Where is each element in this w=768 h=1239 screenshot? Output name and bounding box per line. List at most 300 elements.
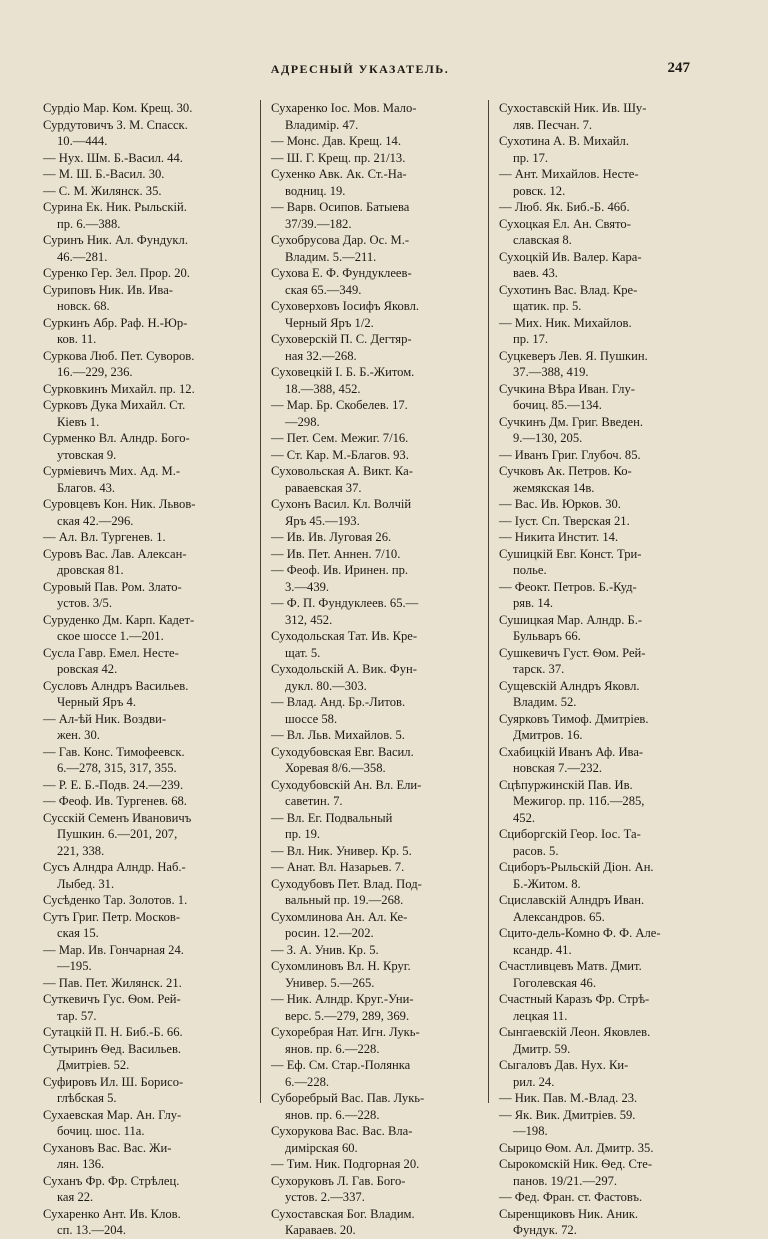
entry-line: Суровъ Вас. Лав. Алексан- bbox=[43, 546, 187, 561]
entry-continuation: ровск. 12. bbox=[513, 183, 566, 198]
entry-continuation: рил. 24. bbox=[513, 1074, 555, 1089]
entry-continuation: пр. 17. bbox=[513, 332, 549, 346]
directory-entry bbox=[43, 1173, 246, 1206]
entry-continuation: новская 7.—232. bbox=[513, 761, 603, 775]
directory-entry bbox=[43, 777, 246, 794]
entry-line: — Вл. Ег. Подвальный bbox=[271, 810, 393, 825]
entry-line: — Іуст. Сп. Тверская 21. bbox=[499, 513, 630, 528]
entry-continuation: Межигор. пр. 11б.—285, bbox=[513, 794, 645, 808]
entry-line: — Фед. Фран. ст. Фастовъ. bbox=[499, 1190, 643, 1204]
entry-continuation: тар. 57. bbox=[57, 1008, 97, 1023]
entry-continuation: Владим. 52. bbox=[513, 695, 577, 709]
entry-line: — Ник. Пав. М.-Влад. 23. bbox=[499, 1091, 638, 1105]
directory-entry bbox=[499, 315, 702, 348]
directory-entry bbox=[43, 348, 246, 381]
entry-line: Суринъ Ник. Ал. Фундукл. bbox=[43, 233, 188, 247]
entry-continuation: устов. 2.—337. bbox=[285, 1190, 365, 1204]
entry-line: — Никита Инстит. 14. bbox=[499, 530, 619, 544]
entry-continuation: жен. 30. bbox=[57, 728, 100, 742]
directory-entry bbox=[43, 810, 246, 860]
directory-entry bbox=[499, 496, 702, 513]
entry-line: — Як. Вик. Дмитріев. 59. bbox=[499, 1107, 636, 1122]
directory-entry bbox=[271, 529, 474, 546]
entry-continuation: Владим. 5.—211. bbox=[285, 249, 377, 264]
directory-entry bbox=[499, 579, 702, 612]
entry-line: Счастливцевъ Матв. Дмит. bbox=[499, 959, 642, 973]
entry-continuation: ляв. Песчан. 7. bbox=[513, 117, 593, 132]
entry-line: — Ал. Вл. Тургенев. 1. bbox=[43, 530, 166, 544]
directory-entry bbox=[43, 1024, 246, 1041]
directory-entry bbox=[271, 876, 474, 909]
directory-entry bbox=[499, 859, 702, 892]
entry-line: Суркова Люб. Пет. Суворов. bbox=[43, 348, 195, 363]
entry-line: Суркинъ Абр. Раф. Н.-Юр- bbox=[43, 315, 188, 330]
entry-continuation: —195. bbox=[57, 959, 92, 973]
entry-continuation: —298. bbox=[285, 414, 320, 429]
directory-entry bbox=[499, 216, 702, 249]
directory-entry bbox=[271, 694, 474, 727]
entry-line: Сурковъ Дука Михайл. Ст. bbox=[43, 398, 186, 412]
entry-line: Сухоставскій Ник. Ив. Шу- bbox=[499, 101, 647, 115]
directory-entry bbox=[499, 282, 702, 315]
entry-line: Сухановъ Вас. Вас. Жи- bbox=[43, 1140, 172, 1155]
directory-entry bbox=[499, 529, 702, 546]
entry-continuation: 452. bbox=[513, 810, 536, 825]
directory-entry bbox=[499, 744, 702, 777]
directory-entry bbox=[43, 942, 246, 975]
directory-entry bbox=[43, 232, 246, 265]
entry-line: Сцѣпуржинскій Пав. Ив. bbox=[499, 777, 633, 792]
directory-entry bbox=[499, 645, 702, 678]
entry-line: Сциборгскій Геор. Іос. Та- bbox=[499, 827, 641, 841]
entry-line: Суренко Гер. Зел. Прор. 20. bbox=[43, 266, 190, 280]
directory-entry bbox=[43, 282, 246, 315]
directory-entry bbox=[271, 777, 474, 810]
entry-continuation: шоссе 58. bbox=[285, 711, 338, 726]
entry-line: Сутацкій П. Н. Биб.-Б. 66. bbox=[43, 1025, 183, 1039]
entry-line: — Пав. Пет. Жилянск. 21. bbox=[43, 975, 182, 990]
entry-continuation: вальный пр. 19.—268. bbox=[285, 893, 404, 907]
directory-entry bbox=[271, 166, 474, 199]
entry-line: Сыренщиковъ Ник. Аник. bbox=[499, 1206, 639, 1221]
directory-entry bbox=[43, 463, 246, 496]
entry-continuation: Универ. 5.—265. bbox=[285, 975, 375, 990]
entry-continuation: утовская 9. bbox=[57, 447, 117, 462]
entry-continuation: ское шоссе 1.—201. bbox=[57, 629, 164, 643]
entry-line: Сушицкій Евг. Конст. Три- bbox=[499, 546, 642, 561]
entry-line: — Ник. Алндр. Круг.-Уни- bbox=[271, 992, 414, 1006]
entry-line: Суходубовскій Ан. Вл. Ели- bbox=[271, 777, 422, 792]
entry-continuation: росин. 12.—202. bbox=[285, 926, 374, 940]
entry-line: Сутъ Григ. Петр. Москов- bbox=[43, 909, 181, 924]
entry-line: Сциборъ-Рыльскій Діон. Ан. bbox=[499, 860, 654, 874]
entry-line: Сушкевичъ Густ. Ѳом. Рей- bbox=[499, 645, 646, 660]
entry-line: Сучкинъ Дм. Григ. Введен. bbox=[499, 414, 643, 429]
directory-entry bbox=[271, 199, 474, 232]
entry-continuation: водниц. 19. bbox=[285, 183, 346, 198]
entry-line: — Ант. Михайлов. Несте- bbox=[499, 167, 639, 181]
entry-line: — З. А. Унив. Кр. 5. bbox=[271, 942, 379, 957]
entry-continuation: ксандр. 41. bbox=[513, 942, 572, 957]
entry-continuation: 312, 452. bbox=[285, 612, 333, 627]
entry-continuation: Пушкин. 6.—201, 207, bbox=[57, 827, 178, 841]
directory-entry bbox=[499, 463, 702, 496]
column-divider bbox=[488, 100, 489, 1103]
entry-line: Суярковъ Тимоф. Дмитріев. bbox=[499, 711, 649, 726]
directory-entry bbox=[499, 1189, 702, 1206]
directory-entry bbox=[499, 546, 702, 579]
entry-continuation: бочиц. 85.—134. bbox=[513, 398, 602, 412]
entry-line: Сухаренко Іос. Мов. Мало- bbox=[271, 101, 417, 115]
entry-line: Суходольскій А. Вик. Фун- bbox=[271, 662, 417, 676]
page-number: 247 bbox=[667, 60, 690, 76]
entry-continuation: ная 32.—268. bbox=[285, 348, 357, 363]
directory-entry bbox=[271, 447, 474, 464]
entry-line: Суровцевъ Кон. Ник. Львов- bbox=[43, 497, 196, 511]
entry-line: Суховецкій І. Б. Б.-Житом. bbox=[271, 365, 415, 379]
directory-entry bbox=[43, 117, 246, 150]
entry-line: Сциславскій Алндръ Иван. bbox=[499, 893, 645, 907]
directory-entry bbox=[271, 843, 474, 860]
entry-line: Сурина Ек. Ник. Рыльскій. bbox=[43, 200, 187, 214]
entry-continuation: 46.—281. bbox=[57, 249, 108, 264]
entry-line: Схабицкій Иванъ Аф. Ива- bbox=[499, 744, 644, 759]
entry-line: Сцито-дель-Комно Ф. Ф. Але- bbox=[499, 926, 661, 940]
entry-continuation: ряв. 14. bbox=[513, 596, 554, 610]
entry-continuation: сп. 13.—204. bbox=[57, 1223, 127, 1237]
directory-entry bbox=[271, 1024, 474, 1057]
entry-continuation: Владимір. 47. bbox=[285, 117, 359, 132]
entry-line: Суруденко Дм. Карп. Кадет- bbox=[43, 612, 195, 627]
entry-line: — Ив. Пет. Аннен. 7/10. bbox=[271, 546, 401, 561]
directory-entry bbox=[43, 150, 246, 167]
entry-continuation: Дмитріев. 52. bbox=[57, 1058, 130, 1072]
page-header-title: АДРЕСНЫЙ УКАЗАТЕЛЬ. bbox=[270, 62, 450, 76]
entry-continuation: тарск. 37. bbox=[513, 662, 565, 676]
directory-entry bbox=[43, 744, 246, 777]
column-3 bbox=[499, 100, 702, 1239]
directory-entry bbox=[271, 364, 474, 397]
entry-line: Сусѣденко Тар. Золотов. 1. bbox=[43, 893, 188, 907]
directory-entry bbox=[43, 1107, 246, 1140]
entry-line: Сухоцкій Ив. Валер. Кара- bbox=[499, 249, 642, 264]
entry-line: Суховерскій П. С. Дегтяр- bbox=[271, 332, 412, 346]
entry-continuation: Дмитр. 59. bbox=[513, 1041, 571, 1056]
directory-entry bbox=[271, 546, 474, 563]
entry-continuation: Черный Яръ 1/2. bbox=[285, 315, 374, 330]
entry-line: — Варв. Осипов. Батыева bbox=[271, 200, 410, 214]
entry-continuation: верс. 5.—279, 289, 369. bbox=[285, 1008, 410, 1023]
entry-continuation: ская 15. bbox=[57, 926, 99, 940]
entry-continuation: ваев. 43. bbox=[513, 266, 558, 280]
directory-entry bbox=[43, 183, 246, 200]
directory-entry bbox=[499, 826, 702, 859]
entry-continuation: полье. bbox=[513, 563, 547, 577]
directory-entry bbox=[43, 100, 246, 117]
directory-entry bbox=[499, 513, 702, 530]
entry-line: Сусскій Семенъ Ивановичъ bbox=[43, 810, 192, 825]
entry-continuation: дукл. 80.—303. bbox=[285, 678, 367, 693]
entry-continuation: пр. 17. bbox=[513, 150, 549, 165]
entry-line: Сучкина Вѣра Иван. Глу- bbox=[499, 381, 635, 396]
directory-entry bbox=[271, 909, 474, 942]
directory-entry bbox=[499, 447, 702, 464]
entry-line: Сурменко Вл. Алндр. Бого- bbox=[43, 431, 190, 445]
entry-continuation: 18.—388, 452. bbox=[285, 381, 361, 396]
entry-continuation: кая 22. bbox=[57, 1190, 94, 1204]
entry-continuation: славская 8. bbox=[513, 233, 572, 247]
directory-entry bbox=[271, 727, 474, 744]
entry-line: — Феокт. Петров. Б.-Куд- bbox=[499, 579, 637, 594]
directory-entry bbox=[43, 1140, 246, 1173]
directory-entry bbox=[499, 678, 702, 711]
entry-continuation: раваевская 37. bbox=[285, 480, 362, 495]
entry-line: — Нух. Шм. Б.-Васил. 44. bbox=[43, 150, 183, 165]
directory-entry bbox=[499, 1156, 702, 1189]
entry-line: Сухонъ Васил. Кл. Волчій bbox=[271, 497, 412, 511]
entry-line: Сурдутовичъ З. М. Спасск. bbox=[43, 117, 188, 132]
entry-continuation: пр. 6.—388. bbox=[57, 216, 121, 231]
directory-entry bbox=[43, 612, 246, 645]
entry-line: Сухаевская Мар. Ан. Глу- bbox=[43, 1107, 182, 1122]
directory-entry bbox=[43, 678, 246, 711]
entry-continuation: щат. 5. bbox=[285, 645, 321, 660]
entry-continuation: пр. 19. bbox=[285, 827, 321, 841]
entry-line: — Мих. Ник. Михайлов. bbox=[499, 315, 632, 330]
directory-entry bbox=[43, 909, 246, 942]
directory-entry bbox=[499, 133, 702, 166]
directory-entry bbox=[271, 1090, 474, 1123]
directory-entry bbox=[499, 166, 702, 199]
directory-entry bbox=[43, 166, 246, 183]
entry-line: Суховерховъ Іосифъ Яковл. bbox=[271, 299, 420, 313]
directory-entry bbox=[271, 496, 474, 529]
entry-continuation: жемякская 14в. bbox=[513, 480, 595, 495]
entry-continuation: Гоголевская 46. bbox=[513, 975, 596, 990]
directory-entry bbox=[271, 1173, 474, 1206]
entry-line: Сухоребрая Нат. Игн. Лукь- bbox=[271, 1025, 420, 1039]
entry-line: Суткевичъ Гус. Ѳом. Рей- bbox=[43, 992, 181, 1006]
entry-line: Сырокомскій Ник. Ѳед. Сте- bbox=[499, 1157, 653, 1171]
entry-continuation: ков. 11. bbox=[57, 332, 97, 346]
entry-continuation: устов. 3/5. bbox=[57, 596, 113, 610]
directory-entry bbox=[43, 579, 246, 612]
directory-entry bbox=[271, 150, 474, 167]
entry-continuation: Караваев. 20. bbox=[285, 1223, 356, 1237]
directory-entry bbox=[43, 496, 246, 529]
directory-entry bbox=[271, 859, 474, 876]
entry-line: — Мар. Бр. Скобелев. 17. bbox=[271, 398, 408, 412]
entry-line: Суховольская А. Викт. Ка- bbox=[271, 464, 413, 478]
directory-entry bbox=[271, 562, 474, 595]
entry-line: Сучковъ Ак. Петров. Ко- bbox=[499, 464, 632, 478]
entry-line: Сухоруковъ Л. Гав. Бого- bbox=[271, 1173, 406, 1188]
directory-entry bbox=[43, 529, 246, 546]
entry-continuation: 6.—278, 315, 317, 355. bbox=[57, 761, 177, 775]
directory-entry bbox=[499, 249, 702, 282]
entry-line: Сухотина А. В. Михайл. bbox=[499, 134, 629, 148]
entry-line: Сыгаловъ Дав. Нух. Ки- bbox=[499, 1058, 629, 1072]
entry-line: Сухоцкая Ел. Ан. Свято- bbox=[499, 216, 631, 231]
directory-entry bbox=[43, 1074, 246, 1107]
entry-line: — Феоф. Ив. Иринен. пр. bbox=[271, 563, 409, 577]
entry-line: — Анат. Вл. Назарьев. 7. bbox=[271, 860, 405, 874]
entry-line: — Иванъ Григ. Глубоч. 85. bbox=[499, 447, 641, 462]
directory-entry bbox=[43, 397, 246, 430]
directory-entry bbox=[43, 315, 246, 348]
entry-line: — Ф. П. Фундуклеев. 65.— bbox=[271, 596, 419, 610]
directory-entry bbox=[271, 810, 474, 843]
entry-line: Сухомлинова Ан. Ал. Ке- bbox=[271, 909, 408, 924]
directory-entry bbox=[499, 348, 702, 381]
entry-line: Сухомлиновъ Вл. Н. Круг. bbox=[271, 959, 411, 973]
directory-entry bbox=[271, 133, 474, 150]
directory-entry bbox=[43, 1041, 246, 1074]
entry-line: Суходубовъ Пет. Влад. Под- bbox=[271, 876, 422, 891]
entry-line: — Еф. См. Стар.-Полянка bbox=[271, 1058, 411, 1072]
directory-entry bbox=[43, 381, 246, 398]
entry-line: Суходольская Тат. Ив. Кре- bbox=[271, 629, 418, 643]
entry-line: — Р. Е. Б.-Подв. 24.—239. bbox=[43, 777, 184, 792]
entry-continuation: 37/39.—182. bbox=[285, 216, 352, 231]
entry-line: Сухенко Авк. Ак. Ст.-На- bbox=[271, 167, 407, 181]
entry-continuation: лецкая 11. bbox=[513, 1008, 568, 1023]
directory-entry bbox=[43, 430, 246, 463]
entry-line: — Монс. Дав. Крещ. 14. bbox=[271, 134, 401, 148]
entry-continuation: дровская 81. bbox=[57, 563, 124, 577]
directory-entry bbox=[43, 892, 246, 909]
directory-entry bbox=[499, 1206, 702, 1239]
entry-continuation: 3.—439. bbox=[285, 579, 330, 594]
directory-entry bbox=[271, 595, 474, 628]
directory-entry bbox=[499, 1107, 702, 1140]
entry-line: Сурдіо Мар. Ком. Крещ. 30. bbox=[43, 101, 193, 115]
directory-entry bbox=[43, 793, 246, 810]
directory-entry bbox=[499, 381, 702, 414]
entry-line: — Вл. Ник. Универ. Кр. 5. bbox=[271, 843, 412, 858]
entry-continuation: Александров. 65. bbox=[513, 909, 605, 924]
entry-continuation: ровская 42. bbox=[57, 662, 118, 676]
directory-entry bbox=[271, 744, 474, 777]
entry-line: — Тим. Ник. Подгорная 20. bbox=[271, 1157, 420, 1171]
entry-line: Суровый Пав. Ром. Злато- bbox=[43, 579, 182, 594]
entry-continuation: Б.-Житом. 8. bbox=[513, 876, 581, 891]
directory-entry bbox=[499, 612, 702, 645]
directory-entry bbox=[43, 199, 246, 232]
entry-line: — Ал-ѣй Ник. Воздви- bbox=[43, 711, 167, 726]
entry-line: Сущевскій Алндръ Яковл. bbox=[499, 678, 640, 693]
directory-entry bbox=[499, 892, 702, 925]
directory-entry bbox=[271, 661, 474, 694]
directory-entry bbox=[271, 463, 474, 496]
entry-line: Сухова Е. Ф. Фундуклеев- bbox=[271, 266, 412, 280]
directory-entry bbox=[43, 859, 246, 892]
entry-continuation: лян. 136. bbox=[57, 1157, 105, 1171]
directory-entry bbox=[499, 958, 702, 991]
directory-entry bbox=[499, 414, 702, 447]
entry-line: — Ив. Ив. Луговая 26. bbox=[271, 530, 392, 544]
entry-line: — М. Ш. Б.-Васил. 30. bbox=[43, 167, 165, 181]
entry-line: Сухорукова Вас. Вас. Вла- bbox=[271, 1124, 413, 1138]
entry-continuation: 10.—444. bbox=[57, 134, 108, 148]
directory-entry bbox=[499, 925, 702, 958]
entry-continuation: Лыбед. 31. bbox=[57, 876, 115, 891]
entry-line: Сурміевичъ Мих. Ад. М.- bbox=[43, 464, 181, 478]
entry-line: Суцкеверъ Лев. Я. Пушкин. bbox=[499, 348, 648, 363]
directory-entry bbox=[271, 430, 474, 447]
entry-line: Суриповъ Ник. Ив. Ива- bbox=[43, 282, 173, 297]
entry-line: — Вас. Ив. Юрков. 30. bbox=[499, 497, 621, 511]
directory-entry bbox=[43, 991, 246, 1024]
entry-line: Суфировъ Ил. Ш. Борисо- bbox=[43, 1074, 184, 1089]
directory-entry bbox=[499, 1057, 702, 1090]
directory-entry bbox=[271, 628, 474, 661]
entry-continuation: 9.—130, 205. bbox=[513, 431, 583, 445]
directory-entry bbox=[271, 298, 474, 331]
entry-line: — Ст. Кар. М.-Благов. 93. bbox=[271, 447, 409, 462]
entry-line: Сухоставская Бог. Владим. bbox=[271, 1206, 415, 1221]
entry-continuation: —198. bbox=[513, 1124, 548, 1138]
entry-continuation: Благов. 43. bbox=[57, 480, 116, 495]
entry-continuation: Кіевъ 1. bbox=[57, 414, 100, 429]
entry-continuation: новск. 68. bbox=[57, 299, 110, 313]
directory-entry bbox=[271, 397, 474, 430]
directory-entry bbox=[499, 711, 702, 744]
entry-continuation: ская 42.—296. bbox=[57, 513, 134, 528]
directory-entry bbox=[499, 991, 702, 1024]
entry-line: — Феоф. Ив. Тургенев. 68. bbox=[43, 794, 187, 808]
entry-continuation: глѣбская 5. bbox=[57, 1091, 117, 1105]
directory-entry bbox=[43, 975, 246, 992]
entry-continuation: саветин. 7. bbox=[285, 794, 343, 808]
directory-entry bbox=[43, 546, 246, 579]
entry-continuation: бочиц. шос. 11а. bbox=[57, 1124, 145, 1138]
entry-line: — Вл. Льв. Михайлов. 5. bbox=[271, 728, 405, 742]
directory-entry bbox=[271, 1123, 474, 1156]
entry-line: — Мар. Ив. Гончарная 24. bbox=[43, 942, 184, 957]
entry-continuation: Дмитров. 16. bbox=[513, 728, 583, 742]
directory-entry bbox=[271, 1206, 474, 1239]
entry-continuation: 6.—228. bbox=[285, 1074, 330, 1089]
entry-continuation: щатик. пр. 5. bbox=[513, 299, 582, 313]
directory-entry bbox=[43, 1206, 246, 1239]
entry-line: — Гав. Конс. Тимофеевск. bbox=[43, 744, 185, 759]
directory-entry bbox=[271, 991, 474, 1024]
entry-line: Суходубовская Евг. Васил. bbox=[271, 744, 414, 759]
entry-line: Счастный Каразъ Фр. Стрѣ- bbox=[499, 992, 650, 1006]
entry-continuation: 37.—388, 419. bbox=[513, 365, 589, 379]
entry-line: Сурковкинъ Михайл. пр. 12. bbox=[43, 381, 195, 396]
entry-line: — Ш. Г. Крещ. пр. 21/13. bbox=[271, 150, 406, 165]
entry-line: Сухобрусова Дар. Ос. М.- bbox=[271, 233, 410, 247]
entry-line: Сушицкая Мар. Алндр. Б.- bbox=[499, 612, 643, 627]
entry-continuation: димірская 60. bbox=[285, 1140, 358, 1155]
column-2 bbox=[271, 100, 474, 1239]
entry-line: Суборебрый Вас. Пав. Лукь- bbox=[271, 1091, 425, 1105]
entry-line: — Влад. Анд. Бр.-Литов. bbox=[271, 695, 406, 709]
entry-continuation: янов. пр. 6.—228. bbox=[285, 1041, 380, 1056]
directory-entry bbox=[499, 100, 702, 133]
entry-line: Сусъ Алндра Алндр. Наб.- bbox=[43, 860, 186, 874]
entry-line: Суханъ Фр. Фр. Стрѣлец. bbox=[43, 1173, 180, 1188]
entry-continuation: Хоревая 8/6.—358. bbox=[285, 761, 386, 775]
directory-entry bbox=[43, 265, 246, 282]
entry-line: Сутыринъ Ѳед. Васильев. bbox=[43, 1041, 182, 1056]
entry-continuation: Фундук. 72. bbox=[513, 1223, 577, 1237]
entry-continuation: 221, 338. bbox=[57, 843, 105, 858]
directory-entry bbox=[271, 1156, 474, 1173]
directory-entry bbox=[43, 645, 246, 678]
